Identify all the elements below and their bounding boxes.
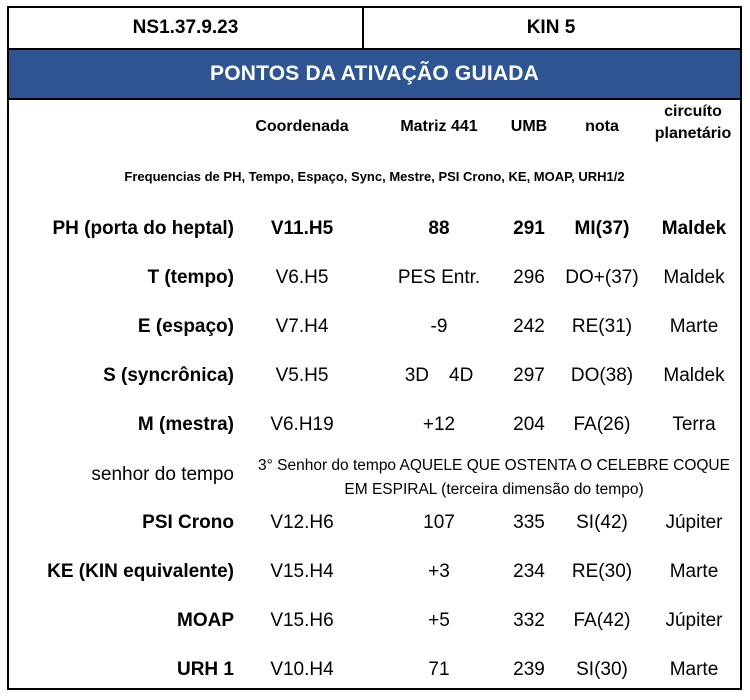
senhor-line1: 3° Senhor do tempo AQUELE QUE OSTENTA O CELEBRE COQUE — [258, 457, 730, 474]
row-coordenada: V15.H4 — [270, 561, 334, 582]
row-umb: 332 — [513, 610, 545, 631]
column-header-nota: nota — [585, 118, 619, 135]
row-planet: Maldek — [661, 218, 727, 239]
row-label: T (tempo) — [147, 267, 234, 288]
row-label: URH 1 — [176, 659, 234, 680]
row-umb: 335 — [513, 512, 545, 533]
row-nota: RE(30) — [571, 561, 633, 582]
table-row — [9, 214, 740, 244]
row-label: PSI Crono — [142, 512, 234, 533]
row-matriz: +12 — [422, 414, 456, 435]
row-planet: Júpiter — [665, 610, 723, 631]
column-header-circuito-line1: circuíto — [664, 103, 722, 120]
column-header-matriz: Matriz 441 — [400, 118, 478, 135]
table-row — [9, 508, 740, 538]
row-coordenada: V6.H19 — [270, 414, 334, 435]
row-matriz — [379, 361, 499, 391]
row-coordenada: V10.H4 — [270, 659, 334, 680]
row-planet: Terra — [672, 414, 716, 435]
row-label: KE (KIN equivalente) — [47, 561, 234, 582]
row-nota: FA(42) — [573, 610, 631, 631]
row-planet: Júpiter — [665, 512, 723, 533]
row-coordenada: V12.H6 — [270, 512, 334, 533]
table-row — [9, 361, 740, 391]
senhor-label: senhor do tempo — [91, 464, 234, 485]
row-umb: 239 — [513, 659, 545, 680]
row-label: M (mestra) — [137, 414, 234, 435]
row-matriz: +3 — [428, 561, 450, 582]
row-umb: 297 — [513, 365, 545, 386]
row-umb: 291 — [513, 218, 545, 239]
column-header-circuito — [650, 101, 736, 145]
row-umb: 242 — [513, 316, 545, 337]
row-matriz: 88 — [428, 218, 450, 239]
row-matriz: PES Entr. — [397, 267, 481, 288]
row-matriz: +5 — [428, 610, 450, 631]
row-umb: 234 — [513, 561, 545, 582]
row-matriz: 71 — [428, 659, 450, 680]
row-coordenada: V11.H5 — [270, 218, 334, 239]
frequencies-note: Frequencias de PH, Tempo, Espaço, Sync, Mestre, PSI Crono, KE, MOAP, URH1/2 — [124, 169, 625, 184]
row-matriz-3d: 3D — [404, 365, 429, 386]
table-title: PONTOS DA ATIVAÇÃO GUIADA — [9, 48, 740, 100]
header-code: NS1.37.9.23 — [9, 8, 364, 48]
row-nota: SI(30) — [576, 659, 628, 680]
row-label: PH (porta do heptal) — [52, 218, 234, 239]
row-matriz-4d: 4D — [449, 365, 474, 386]
table-row — [9, 557, 740, 587]
row-umb: 296 — [513, 267, 545, 288]
row-label: E (espaço) — [137, 316, 234, 337]
row-nota: FA(26) — [573, 414, 631, 435]
table-row — [9, 312, 740, 342]
senhor-line2: EM ESPIRAL (terceira dimensão do tempo) — [344, 481, 644, 498]
row-nota: MI(37) — [574, 218, 630, 239]
row-planet: Marte — [669, 561, 719, 582]
row-planet: Marte — [669, 659, 719, 680]
row-nota: RE(31) — [571, 316, 633, 337]
row-matriz: 107 — [423, 512, 455, 533]
table-row — [9, 410, 740, 440]
senhor-description — [249, 454, 739, 502]
table-row — [9, 606, 740, 636]
table-row — [9, 655, 740, 685]
row-coordenada: V15.H6 — [270, 610, 334, 631]
row-matriz: -9 — [430, 316, 448, 337]
row-coordenada: V7.H4 — [275, 316, 329, 337]
activation-points-table — [7, 6, 742, 690]
column-header-circuito-line2: planetário — [654, 125, 732, 142]
table-row — [9, 263, 740, 293]
row-nota: DO+(37) — [565, 267, 639, 288]
row-nota: DO(38) — [570, 365, 634, 386]
row-umb: 204 — [513, 414, 545, 435]
row-label: MOAP — [177, 610, 234, 631]
row-coordenada: V5.H5 — [275, 365, 329, 386]
row-coordenada: V6.H5 — [275, 267, 329, 288]
row-planet: Maldek — [663, 365, 725, 386]
column-header-coordenada: Coordenada — [255, 118, 349, 135]
row-nota: SI(42) — [576, 512, 628, 533]
header-kin: KIN 5 — [526, 17, 576, 38]
row-planet: Marte — [669, 316, 719, 337]
row-label: S (syncrônica) — [103, 365, 234, 386]
row-planet: Maldek — [663, 267, 725, 288]
column-header-umb: UMB — [510, 118, 548, 135]
